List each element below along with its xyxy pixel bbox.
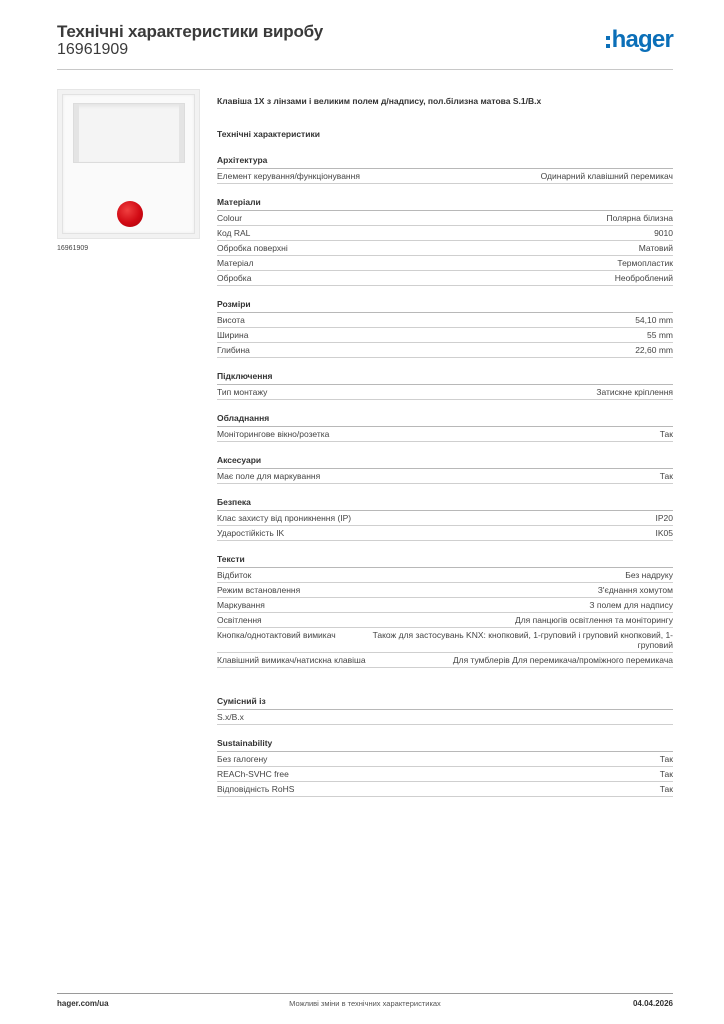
spec-row — [217, 613, 673, 628]
spec-key: Тип монтажу — [217, 387, 268, 397]
spec-value: Також для застосувань KNX: кнопковий, 1-груповий і груповий кнопковий, 1-груповий — [372, 630, 673, 650]
hager-logo — [606, 28, 673, 52]
spec-row — [217, 628, 673, 653]
spec-row — [217, 313, 673, 328]
spec-group-title: Аксесуари — [217, 455, 673, 469]
spec-key: Відбиток — [217, 570, 252, 580]
switch-rocker — [62, 94, 195, 234]
spec-value: Без надруку — [625, 570, 673, 580]
image-caption: 16961909 — [57, 245, 89, 252]
spec-key: Ударостійкість IK — [217, 528, 285, 538]
spec-key: Клас захисту від проникнення (IP) — [217, 513, 352, 523]
spec-value: 9010 — [654, 228, 673, 238]
spec-key: Ширина — [217, 330, 249, 340]
footer-date: 04.04.2026 — [632, 999, 673, 1008]
spec-group — [217, 197, 673, 286]
spec-row — [217, 226, 673, 241]
spec-value: З'єднання хомутом — [597, 585, 673, 595]
spec-group — [217, 497, 673, 541]
spec-key: Маркування — [217, 600, 265, 610]
spec-row — [217, 710, 673, 725]
spec-value: Затискне кріплення — [596, 387, 673, 397]
spec-value: 55 mm — [647, 330, 673, 340]
spec-group — [217, 455, 673, 484]
spec-key: Матеріал — [217, 258, 254, 268]
logo-text: hager — [611, 26, 673, 53]
spec-value: Необроблений — [614, 273, 673, 283]
spec-group-title: Сумісний із — [217, 696, 673, 710]
spec-value: Для тумблерів Для перемикача/проміжного перемикача — [452, 655, 673, 665]
spec-row — [217, 767, 673, 782]
spec-row — [217, 343, 673, 358]
spec-value: Одинарний клавішний перемикач — [540, 171, 673, 181]
logo-mark-icon — [606, 36, 610, 48]
page-header — [57, 22, 673, 70]
spec-row — [217, 752, 673, 767]
spec-value: Так — [659, 754, 673, 764]
spec-group-title: Підключення — [217, 371, 673, 385]
spec-row — [217, 469, 673, 484]
spec-key: Кнопка/однотактовий вимикач — [217, 630, 336, 640]
spec-key: Colour — [217, 213, 243, 223]
spec-value: Так — [659, 471, 673, 481]
spec-row — [217, 328, 673, 343]
spec-key: Режим встановлення — [217, 585, 301, 595]
spec-group-title: Обладнання — [217, 413, 673, 427]
spec-row — [217, 653, 673, 668]
spec-key: Клавішний вимикач/натискна клавіша — [217, 655, 366, 665]
spec-value: Так — [659, 784, 673, 794]
spec-group — [217, 738, 673, 797]
spec-group — [217, 413, 673, 442]
spec-key: Глибина — [217, 345, 250, 355]
spec-key: Код RAL — [217, 228, 251, 238]
spec-row — [217, 256, 673, 271]
spec-row — [217, 598, 673, 613]
spec-value: Для панцюгів освітлення та моніторингу — [514, 615, 673, 625]
spec-key: REACh-SVHC free — [217, 769, 289, 779]
product-image — [57, 89, 200, 239]
spec-key: Обробка — [217, 273, 252, 283]
red-lens-icon — [117, 201, 143, 227]
spec-group-title: Безпека — [217, 497, 673, 511]
spec-row — [217, 583, 673, 598]
spec-row — [217, 385, 673, 400]
spec-row — [217, 568, 673, 583]
spec-group — [217, 299, 673, 358]
spec-value: Полярна білизна — [606, 213, 673, 223]
label-field-window — [73, 103, 185, 163]
spec-row — [217, 169, 673, 184]
spec-value: IP20 — [655, 513, 673, 523]
page-title: Технічні характеристики виробу — [57, 22, 323, 41]
spec-value: Так — [659, 769, 673, 779]
spec-group — [217, 155, 673, 184]
section-heading: Технічні характеристики — [217, 129, 320, 139]
spec-value: 22,60 mm — [635, 345, 673, 355]
spec-key: Елемент керування/функціонування — [217, 171, 360, 181]
spec-value: Так — [659, 429, 673, 439]
spec-content — [217, 96, 673, 797]
spec-row — [217, 211, 673, 226]
spec-key: Висота — [217, 315, 245, 325]
spec-key: Має поле для маркування — [217, 471, 321, 481]
spec-group — [217, 554, 673, 668]
spec-row — [217, 271, 673, 286]
spec-group — [217, 696, 673, 725]
spec-group-title: Тексти — [217, 554, 673, 568]
spec-group-title: Розміри — [217, 299, 673, 313]
spec-row — [217, 782, 673, 797]
spec-key: Моніторингове вікно/розетка — [217, 429, 330, 439]
spec-row — [217, 526, 673, 541]
spec-value: З полем для надпису — [589, 600, 673, 610]
spec-value: Матовий — [638, 243, 673, 253]
spec-group-title: Матеріали — [217, 197, 673, 211]
spec-value: IK05 — [655, 528, 673, 538]
spec-row — [217, 241, 673, 256]
footer-disclaimer: Можливі зміни в технічних характеристиках — [289, 999, 441, 1008]
spec-key: Без галогену — [217, 754, 268, 764]
spec-key: Відповідність RoHS — [217, 784, 295, 794]
spec-groups — [217, 155, 673, 797]
footer-website: hager.com/ua — [57, 999, 109, 1008]
spec-value: 54,10 mm — [635, 315, 673, 325]
page-footer — [57, 993, 673, 1007]
spec-row — [217, 427, 673, 442]
product-number: 16961909 — [57, 41, 129, 58]
spec-key: Освітлення — [217, 615, 262, 625]
spec-key: S.x/B.x — [217, 712, 244, 722]
spec-value: Термопластик — [617, 258, 673, 268]
spec-row — [217, 511, 673, 526]
spec-group-title: Архітектура — [217, 155, 673, 169]
product-description: Клавіша 1X з лінзами і великим полем д/надпису, пол.білизна матова S.1/B.x — [217, 96, 542, 106]
spec-group-title: Sustainability — [217, 738, 673, 752]
spec-group — [217, 371, 673, 400]
spec-key: Обробка поверхні — [217, 243, 288, 253]
